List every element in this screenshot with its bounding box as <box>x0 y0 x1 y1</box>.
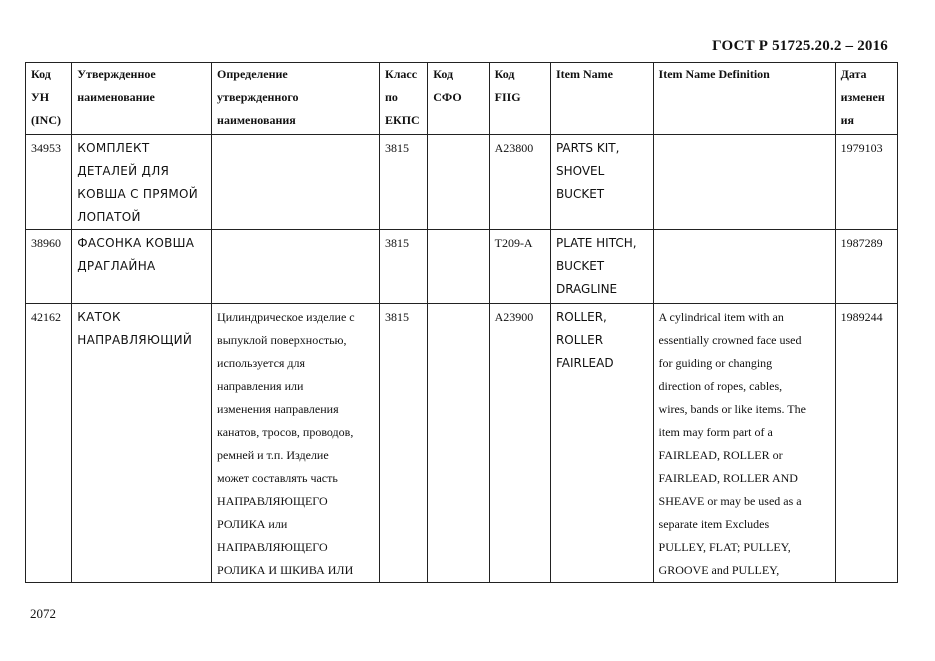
standard-header: ГОСТ Р 51725.20.2 – 2016 <box>712 38 888 54</box>
cell-inc: 34953 <box>26 135 72 230</box>
cell-text: ROLLER <box>555 333 604 347</box>
header-text: Код <box>433 67 454 81</box>
header-sfo <box>428 63 489 135</box>
cell-text: ФАСОНКА КОВША <box>77 236 195 250</box>
cell-fiig: A23900 <box>489 304 550 583</box>
header-item-name <box>550 63 653 135</box>
cell-change-date: 1987289 <box>835 230 897 304</box>
cell-text: direction of ropes, cables, <box>658 379 783 393</box>
cell-text: wires, bands or like items. The <box>658 402 806 416</box>
cell-text: ДЕТАЛЕЙ ДЛЯ <box>77 164 170 178</box>
cell-item-definition <box>653 230 835 304</box>
header-class <box>380 63 428 135</box>
cell-text: SHEAVE or may be used as a <box>658 494 802 508</box>
header-text: СФО <box>433 90 462 104</box>
cell-text: НАПРАВЛЯЮЩИЙ <box>77 333 193 347</box>
cell-sfo <box>428 230 489 304</box>
cell-text: КОМПЛЕКТ <box>77 141 150 155</box>
cell-inc: 42162 <box>26 304 72 583</box>
header-text: ЕКПС <box>385 113 420 127</box>
cell-text: A cylindrical item with an <box>658 310 784 324</box>
cell-text: item may form part of a <box>658 425 773 439</box>
cell-definition <box>212 230 380 304</box>
cell-text: изменения направления <box>217 402 339 416</box>
cell-text: DRAGLINE <box>555 282 618 296</box>
header-definition <box>212 63 380 135</box>
cell-text: FAIRLEAD, ROLLER AND <box>658 471 798 485</box>
cell-inc: 38960 <box>26 230 72 304</box>
header-text: наименования <box>217 113 296 127</box>
cell-text: Цилиндрическое изделие с <box>217 310 355 324</box>
header-text: Код <box>31 67 51 81</box>
header-text: (INC) <box>31 113 61 127</box>
header-text: утвержденного <box>217 90 299 104</box>
cell-fiig: A23800 <box>489 135 550 230</box>
cell-approved-name <box>72 230 212 304</box>
header-fiig <box>489 63 550 135</box>
cell-text: BUCKET <box>555 187 605 201</box>
header-approved-name <box>72 63 212 135</box>
cell-text: essentially crowned face used <box>658 333 802 347</box>
cell-text: используется для <box>217 356 306 370</box>
cell-class: 3815 <box>380 304 428 583</box>
cell-text: GROOVE and PULLEY, <box>658 563 780 577</box>
cell-change-date: 1989244 <box>835 304 897 583</box>
header-item-definition <box>653 63 835 135</box>
header-text: Утвержденное <box>77 67 156 81</box>
cell-text: PARTS KIT, <box>555 141 620 155</box>
cell-text: ЛОПАТОЙ <box>77 210 141 224</box>
cell-text: канатов, тросов, проводов, <box>217 425 354 439</box>
cell-text: РОЛИКА И ШКИВА ИЛИ <box>217 563 354 577</box>
header-text: УН <box>31 90 50 104</box>
cell-text: SHOVEL <box>555 164 605 178</box>
header-inc <box>26 63 72 135</box>
cell-item-definition <box>653 304 835 583</box>
cell-text: КАТОК <box>77 310 121 324</box>
cell-text: КОВША С ПРЯМОЙ <box>77 187 199 201</box>
cell-text: ROLLER, <box>555 310 607 324</box>
header-text: наименование <box>77 90 155 104</box>
cell-text: НАПРАВЛЯЮЩЕГО <box>217 540 328 554</box>
header-text: Дата <box>840 67 867 81</box>
cell-text: может составлять часть <box>217 471 338 485</box>
header-text: FIIG <box>494 90 521 104</box>
header-text: Класс <box>385 67 418 81</box>
cell-text: PLATE HITCH, <box>555 236 637 250</box>
cell-approved-name <box>72 135 212 230</box>
cell-approved-name <box>72 304 212 583</box>
cell-text: FAIRLEAD <box>555 356 614 370</box>
page-number: 2072 <box>30 606 56 621</box>
cell-text: FAIRLEAD, ROLLER or <box>658 448 783 462</box>
header-text: Item Name Definition <box>658 67 770 81</box>
header-text: по <box>385 90 398 104</box>
cell-item-name <box>550 230 653 304</box>
header-text: Код <box>494 67 515 81</box>
cell-sfo <box>428 135 489 230</box>
table-row <box>26 135 898 230</box>
cell-change-date: 1979103 <box>835 135 897 230</box>
header-change-date <box>835 63 897 135</box>
cell-text: separate item Excludes <box>658 517 770 531</box>
table-row <box>26 230 898 304</box>
cell-definition <box>212 304 380 583</box>
header-text: Item Name <box>555 67 613 81</box>
cell-item-definition <box>653 135 835 230</box>
cell-text: for guiding or changing <box>658 356 773 370</box>
header-text: ия <box>840 113 854 127</box>
table-row <box>26 304 898 583</box>
cell-text: НАПРАВЛЯЮЩЕГО <box>217 494 328 508</box>
cell-class: 3815 <box>380 230 428 304</box>
cell-text: BUCKET <box>555 259 605 273</box>
cell-item-name <box>550 304 653 583</box>
cell-text: направления или <box>217 379 304 393</box>
table-header-row <box>26 63 898 135</box>
registry-table <box>25 62 898 583</box>
cell-text: ДРАГЛАЙНА <box>77 259 156 273</box>
cell-text: PULLEY, FLAT; PULLEY, <box>658 540 791 554</box>
header-text: Определение <box>217 67 288 81</box>
cell-class: 3815 <box>380 135 428 230</box>
cell-text: ремней и т.п. Изделие <box>217 448 329 462</box>
cell-definition <box>212 135 380 230</box>
cell-sfo <box>428 304 489 583</box>
cell-text: выпуклой поверхностью, <box>217 333 347 347</box>
cell-text: РОЛИКА или <box>217 517 288 531</box>
cell-fiig: T209-A <box>489 230 550 304</box>
header-text: изменен <box>840 90 885 104</box>
cell-item-name <box>550 135 653 230</box>
